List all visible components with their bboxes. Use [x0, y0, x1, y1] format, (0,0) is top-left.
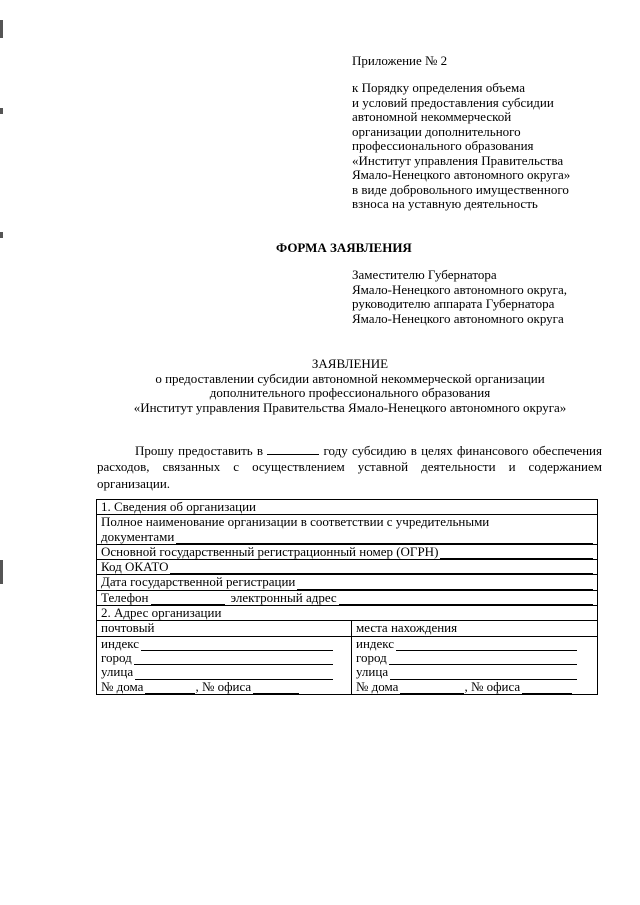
- location-street-field[interactable]: [390, 668, 577, 680]
- postal-index-label: индекс: [101, 635, 140, 651]
- appendix-line: Ямало-Ненецкого автономного округа»: [352, 167, 571, 183]
- postal-office-label: , № офиса: [195, 678, 252, 694]
- okato-field[interactable]: [170, 562, 593, 574]
- appendix-line: взноса на уставную деятельность: [352, 196, 538, 212]
- statement-line: о предоставлении субсидии автономной некоммерческой организации: [155, 370, 545, 386]
- request-part1: Прошу предоставить в: [135, 443, 264, 458]
- ogrn-row: [97, 544, 598, 559]
- okato-row: [97, 560, 598, 575]
- full-name-row: [97, 515, 598, 545]
- postal-city-field[interactable]: [134, 653, 333, 665]
- full-name-field[interactable]: [176, 532, 593, 544]
- section1-heading: 1. Сведения об организации: [97, 500, 598, 515]
- appendix-line: в виде добровольного имущественного: [352, 181, 569, 197]
- postal-header: почтовый: [97, 621, 352, 636]
- email-label: электронный адрес: [230, 589, 337, 605]
- addressee-line: Ямало-Ненецкого автономного округа,: [352, 281, 568, 297]
- scan-mark: [0, 560, 3, 584]
- statement-heading: ЗАЯВЛЕНИЕ: [311, 356, 389, 371]
- location-city-field[interactable]: [389, 653, 577, 665]
- okato-label: Код ОКАТО: [101, 559, 169, 575]
- postal-street-label: улица: [101, 664, 134, 680]
- full-name-label: Полное наименование организации в соответствии с учредительными: [101, 514, 490, 530]
- location-city-label: город: [356, 649, 387, 665]
- form-title: ФОРМА ЗАЯВЛЕНИЯ: [276, 240, 412, 255]
- reg-date-row: [97, 575, 598, 590]
- location-house-label: № дома: [356, 678, 399, 694]
- appendix-line: и условий предоставления субсидии: [352, 94, 554, 110]
- postal-address: [97, 636, 352, 694]
- contacts-row: [97, 590, 598, 605]
- year-field[interactable]: [267, 443, 319, 455]
- reg-date-field[interactable]: [297, 578, 593, 590]
- postal-street-field[interactable]: [135, 668, 333, 680]
- addressee-line: руководителю аппарата Губернатора: [352, 296, 555, 312]
- appendix-text: [352, 81, 622, 212]
- request-part2: году субсидию в целях финансового обеспечения расходов, связанных с осуществлением уставной деятельности и содержанием организации.: [97, 443, 602, 491]
- statement-line: дополнительного профессионального образования: [209, 385, 491, 401]
- addressee-line: Заместителю Губернатора: [352, 267, 497, 282]
- appendix-line: организации дополнительного: [352, 123, 521, 139]
- postal-house-label: № дома: [101, 678, 144, 694]
- statement-line: «Институт управления Правительства Ямало-Ненецкого автономного округа»: [133, 399, 567, 415]
- scan-mark: [0, 108, 3, 114]
- email-field[interactable]: [339, 593, 593, 605]
- location-index-label: индекс: [356, 635, 395, 651]
- scan-mark: [0, 232, 3, 238]
- request-paragraph: [97, 443, 602, 492]
- addressee: [352, 268, 622, 326]
- postal-city-label: город: [101, 649, 132, 665]
- location-header: места нахождения: [352, 621, 598, 636]
- full-name-label-2: документами: [101, 528, 175, 544]
- statement: [60, 357, 640, 415]
- location-office-label: , № офиса: [464, 678, 521, 694]
- postal-index-field[interactable]: [141, 639, 333, 651]
- postal-house-field[interactable]: [145, 682, 195, 694]
- location-street-label: улица: [356, 664, 389, 680]
- addressee-line: Ямало-Ненецкого автономного округа: [352, 310, 564, 326]
- appendix-line: к Порядку определения объема: [352, 80, 525, 95]
- section2-heading: 2. Адрес организации: [97, 606, 598, 621]
- scan-mark: [0, 20, 3, 38]
- location-index-field[interactable]: [396, 639, 577, 651]
- postal-office-field[interactable]: [253, 682, 299, 694]
- location-office-field[interactable]: [522, 682, 572, 694]
- appendix-line: автономной некоммерческой: [352, 109, 512, 125]
- scan-edge: [0, 0, 3, 905]
- ogrn-field[interactable]: [440, 547, 593, 559]
- appendix-line: «Институт управления Правительства: [352, 152, 564, 168]
- phone-field[interactable]: [151, 593, 225, 605]
- appendix-line: профессионального образования: [352, 138, 534, 154]
- organization-form-table: [96, 499, 598, 695]
- ogrn-label: Основной государственный регистрационный номер (ОГРН): [101, 543, 439, 559]
- location-address: [352, 636, 598, 694]
- phone-label: Телефон: [101, 589, 149, 605]
- reg-date-label: Дата государственной регистрации: [101, 574, 296, 590]
- appendix-title: Приложение № 2: [352, 53, 448, 68]
- location-house-field[interactable]: [400, 682, 464, 694]
